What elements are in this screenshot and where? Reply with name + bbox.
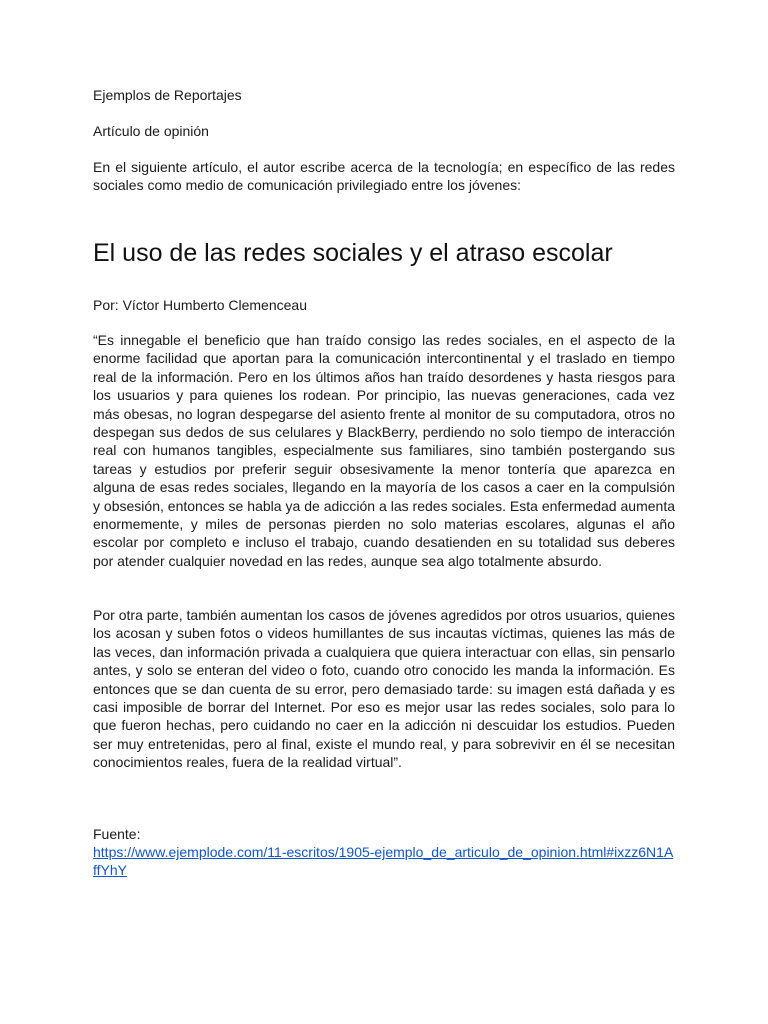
- article-title: El uso de las redes sociales y el atraso escolar: [93, 239, 613, 267]
- source-label: Fuente:: [93, 826, 141, 842]
- report-category-label: Ejemplos de Reportajes: [93, 87, 242, 103]
- intro-paragraph: En el siguiente artículo, el autor escribe acerca de la tecnología; en específico de las redes sociales como medio de comunicación privilegiado entre los jóvenes:: [93, 159, 675, 194]
- body-paragraph: “Es innegable el beneficio que han traído consigo las redes sociales, en el aspecto de la enorme facilidad que aportan para la comunicación intercontinental y el traslado en tiempo real de la información. Pero en los últimos años han traído desordenes y hasta riesgos para los usuarios y para quienes los rodean. Por principio, las nuevas generaciones, cada vez más obesas, no logran despegarse del asiento frente al monitor de su computadora, otros no despegan sus dedos de sus celulares y BlackBerry, perdiendo no solo tiempo de interacción real con humanos tangibles, especialmente sus familiares, sino también postergando sus tareas y estudios por preferir seguir obsesivamente la menor tontería que aparezca en alguna de esas redes sociales, llegando en la mayoría de los casos a caer en la compulsión y obsesión, entonces se habla ya de adicción a las redes sociales. Esta enfermedad aumenta enormemente, y miles de personas pierden no solo materias escolares, algunas el año escolar por completo e incluso el trabajo, cuando desatienden en su totalidad sus deberes por atender cualquier novedad en las redes, aunque sea algo totalmente absurdo.: [93, 332, 675, 569]
- article-type-label: Artículo de opinión: [93, 123, 209, 139]
- body-paragraph: Por otra parte, también aumentan los casos de jóvenes agredidos por otros usuarios, quienes los acosan y suben fotos o videos humillantes de sus incautas víctimas, quienes las más de las veces, dan información privada a cualquiera que quiera interactuar con ellas, sin pensarlo antes, y solo se enteran del video o foto, cuando otro conocido les manda la información. Es entonces que se dan cuenta de su error, pero demasiado tarde: su imagen está dañada y es casi imposible de borrar del Internet. Por eso es mejor usar las redes sociales, solo para lo que fueron hechas, pero cuidando no caer en la adicción ni descuidar los estudios. Pueden ser muy entretenidas, pero al final, existe el mundo real, y para sobrevivir en él se necesitan conocimientos reales, fuera de la realidad virtual”.: [93, 607, 675, 771]
- source-link[interactable]: https://www.ejemplode.com/11-escritos/1905-ejemplo_de_articulo_de_opinion.html#ixzz6N1AffYhY: [93, 844, 674, 879]
- author-byline: Por: Víctor Humberto Clemenceau: [93, 297, 307, 313]
